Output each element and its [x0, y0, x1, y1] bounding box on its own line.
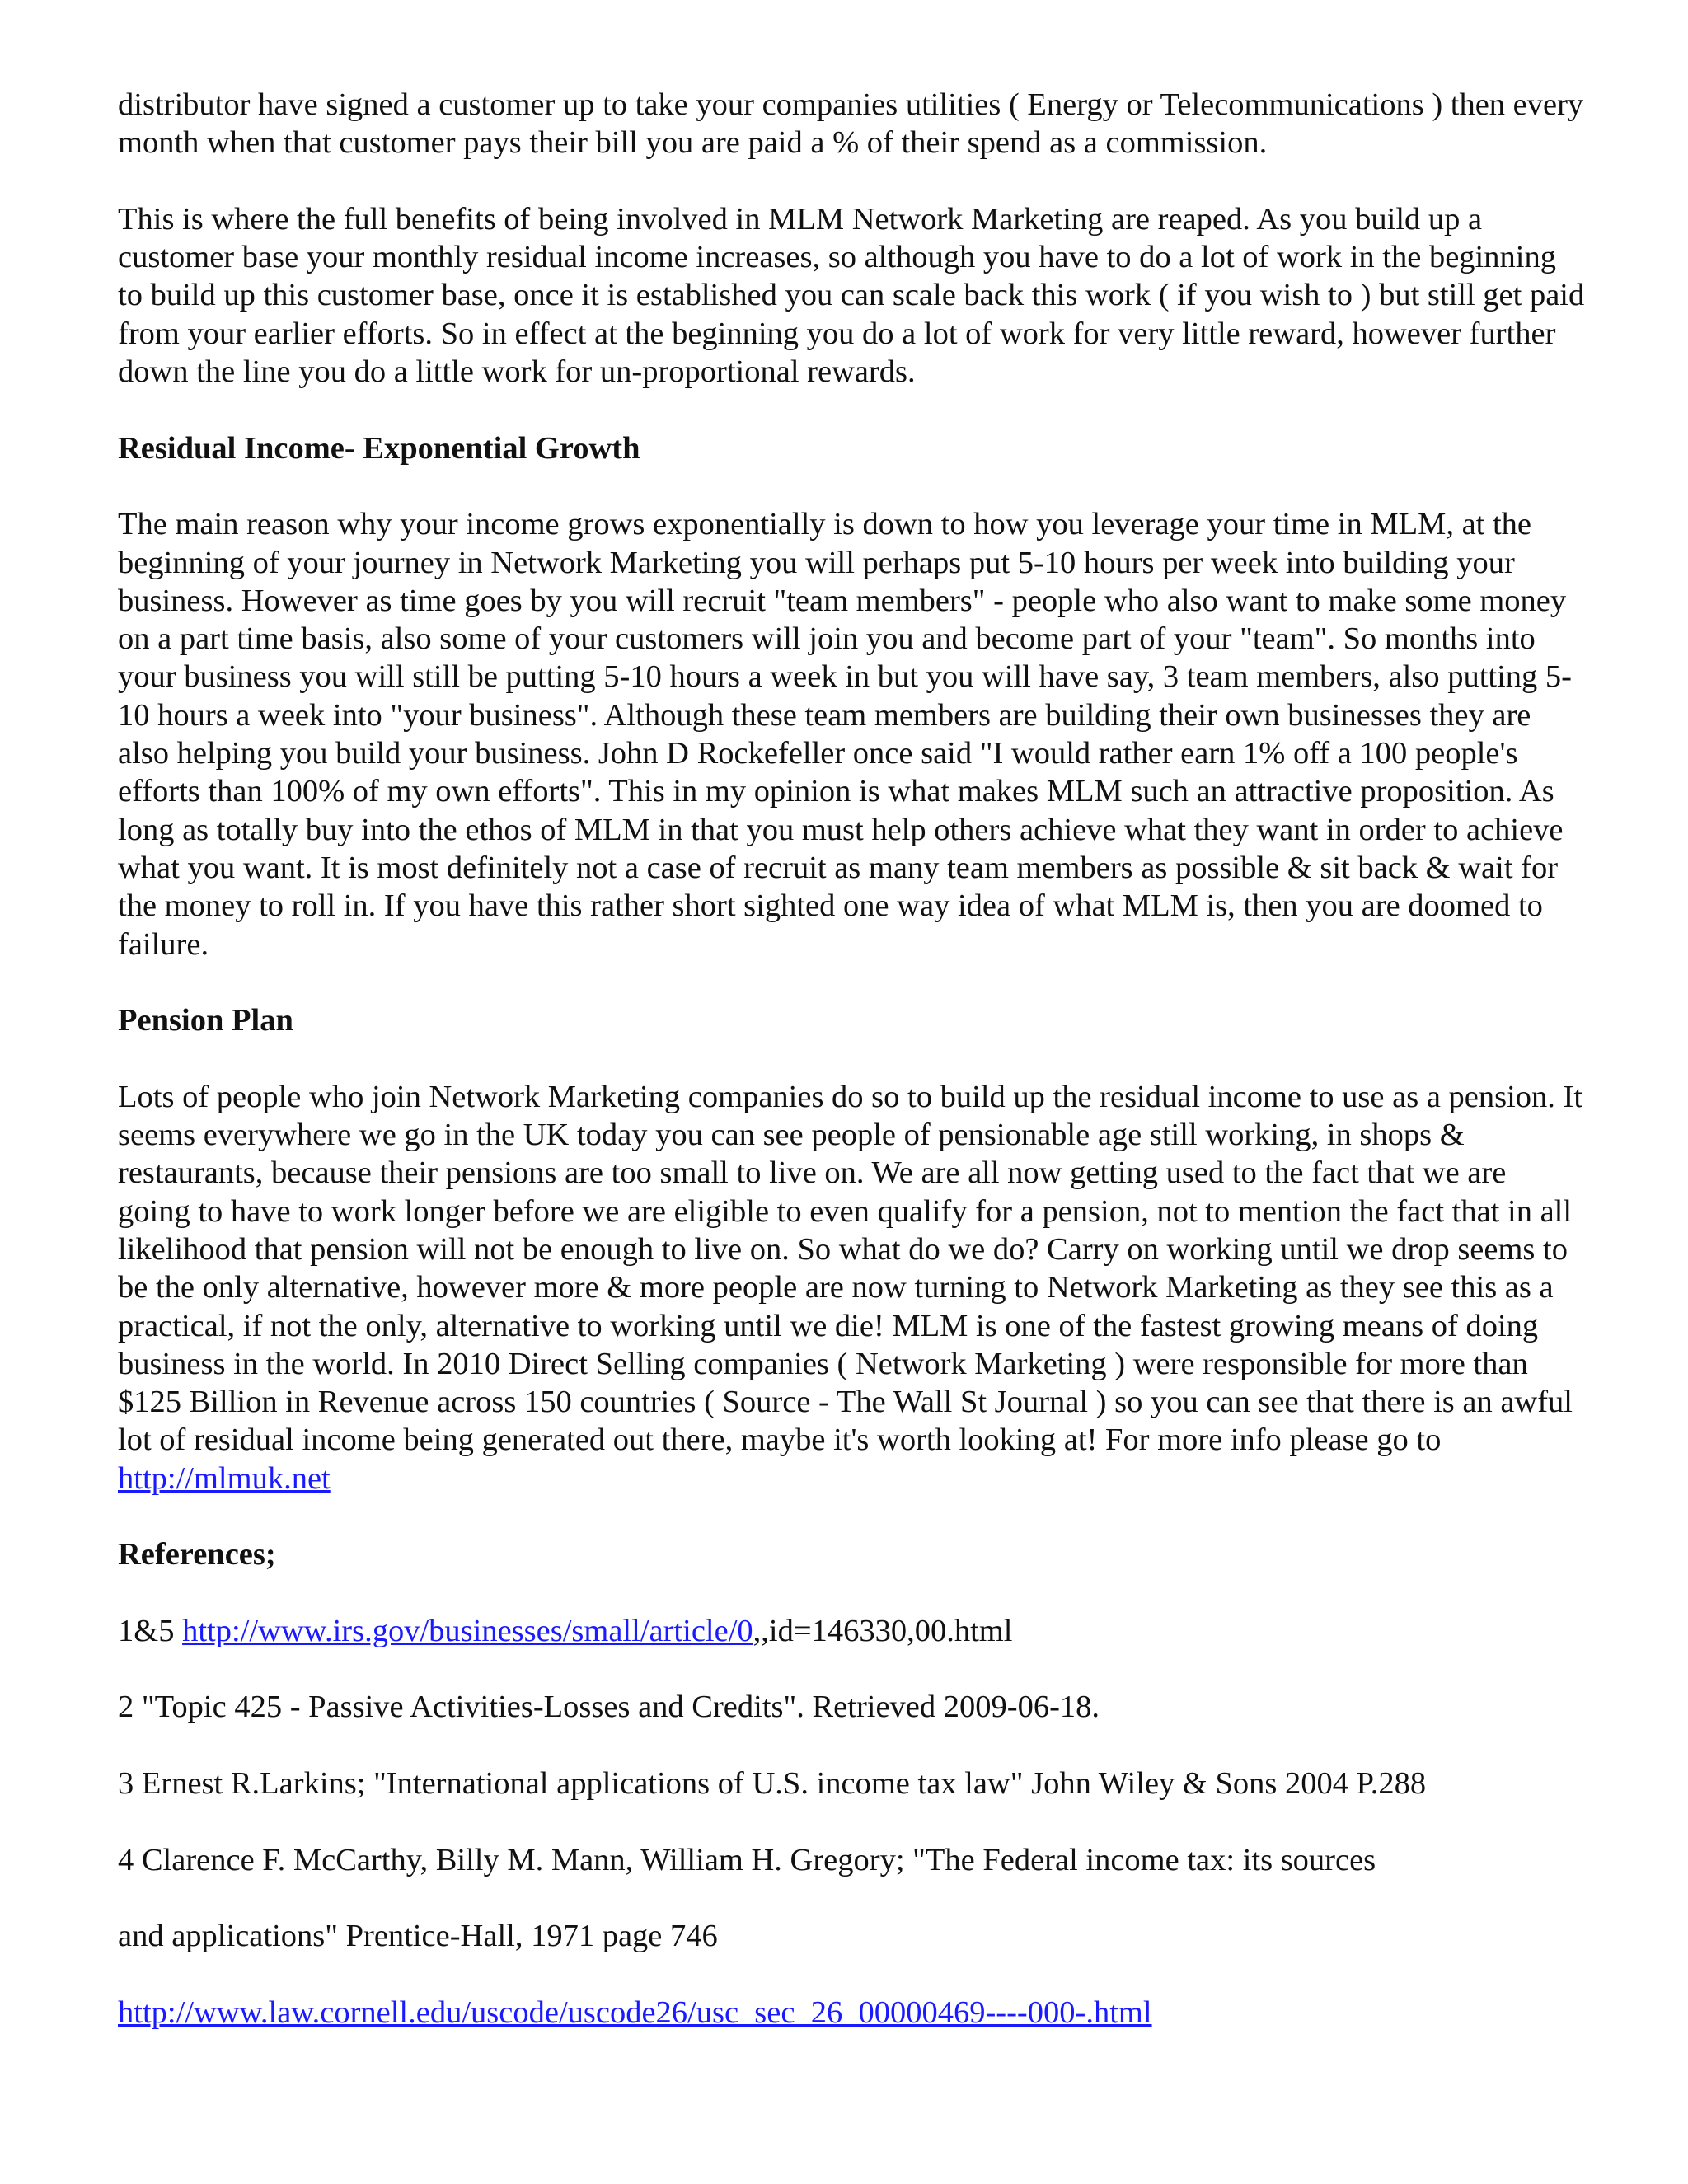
reference-5	[118, 1994, 1585, 2032]
residual-income-paragraph: The main reason why your income grows exponentially is down to how you leverage your time in MLM, at the beginning of your journey in Network Marketing you will perhaps put 5-10 hours per week into building your business. However as time goes by you will recruit "team members" - people who also want to make some money on a part time basis, also some of your customers will join you and become part of your "team". So months into your business you will still be putting 5-10 hours a week in but you will have say, 3 team members, also putting 5-10 hours a week into "your business". Although these team members are building their own businesses they are also helping you build your business. John D Rockefeller once said "I would rather earn 1% off a 100 people's efforts than 100% of my own efforts". This in my opinion is what makes MLM such an attractive proposition. As long as totally buy into the ethos of MLM in that you must help others achieve what they want in order to achieve what you want. It is most definitely not a case of recruit as many team members as possible & sit back & wait for the money to roll in. If you have this rather short sighted one way idea of what MLM is, then you are doomed to failure.	[118, 507, 1572, 962]
reference-3: 3 Ernest R.Larkins; "International applications of U.S. income tax law" John Wiley & Sons 2004 P.288	[118, 1766, 1427, 1802]
pension-plan-heading: Pension Plan	[118, 1003, 293, 1038]
reference-1-prefix: 1&5	[118, 1613, 183, 1648]
reference-1	[118, 1612, 1585, 1650]
residual-income-heading: Residual Income- Exponential Growth	[118, 430, 640, 466]
mlmuk-link[interactable]: http://mlmuk.net	[118, 1460, 331, 1496]
reference-1-suffix: ,,id=146330,00.html	[753, 1613, 1013, 1648]
benefits-paragraph: This is where the full benefits of being involved in MLM Network Marketing are reaped. As you build up a customer base your monthly residual income increases, so although you have to do a lot of work in the beginning to build up this customer base, once it is established you can scale back this work ( if you wish to ) but still get paid from your earlier efforts. So in effect at the beginning you do a lot of work for very little reward, however further down the line you do a little work for un-proportional rewards.	[118, 201, 1585, 390]
reference-4-line-1: 4 Clarence F. McCarthy, Billy M. Mann, William H. Gregory; "The Federal income tax: its sources	[118, 1842, 1376, 1877]
reference-2: 2 "Topic 425 - Passive Activities-Losses and Credits". Retrieved 2009-06-18.	[118, 1690, 1100, 1725]
intro-paragraph: distributor have signed a customer up to take your companies utilities ( Energy or Telecommunications ) then every month when that customer pays their bill you are paid a % of their spend as a commission.	[118, 87, 1584, 161]
cornell-law-link[interactable]: http://www.law.cornell.edu/uscode/uscode26/usc_sec_26_00000469----000-.html	[118, 1994, 1152, 2030]
document-page	[118, 86, 1585, 2069]
pension-plan-text: Lots of people who join Network Marketing companies do so to build up the residual income to use as a pension. It seems everywhere we go in the UK today you can see people of pensionable age still working, in shops & restaurants, because their pensions are too small to live on. We are all now getting used to the fact that we are going to have to work longer before we are eligible to even qualify for a pension, not to mention the fact that in all likelihood that pension will not be enough to live on. So what do we do? Carry on working until we drop seems to be the only alternative, however more & more people are now turning to Network Marketing as they see this as a practical, if not the only, alternative to working until we die! MLM is one of the fastest growing means of doing business in the world. In 2010 Direct Selling companies ( Network Marketing ) were responsible for more than $125 Billion in Revenue across 150 countries ( Source - The Wall St Journal ) so you can see that there is an awful lot of residual income being generated out there, maybe it's worth looking at! For more info please go to	[118, 1079, 1583, 1458]
references-heading: References;	[118, 1537, 276, 1572]
pension-plan-paragraph	[118, 1078, 1585, 1497]
irs-link[interactable]: http://www.irs.gov/businesses/small/article/0	[182, 1613, 753, 1648]
reference-4-line-2: and applications" Prentice-Hall, 1971 page 746	[118, 1919, 718, 1954]
